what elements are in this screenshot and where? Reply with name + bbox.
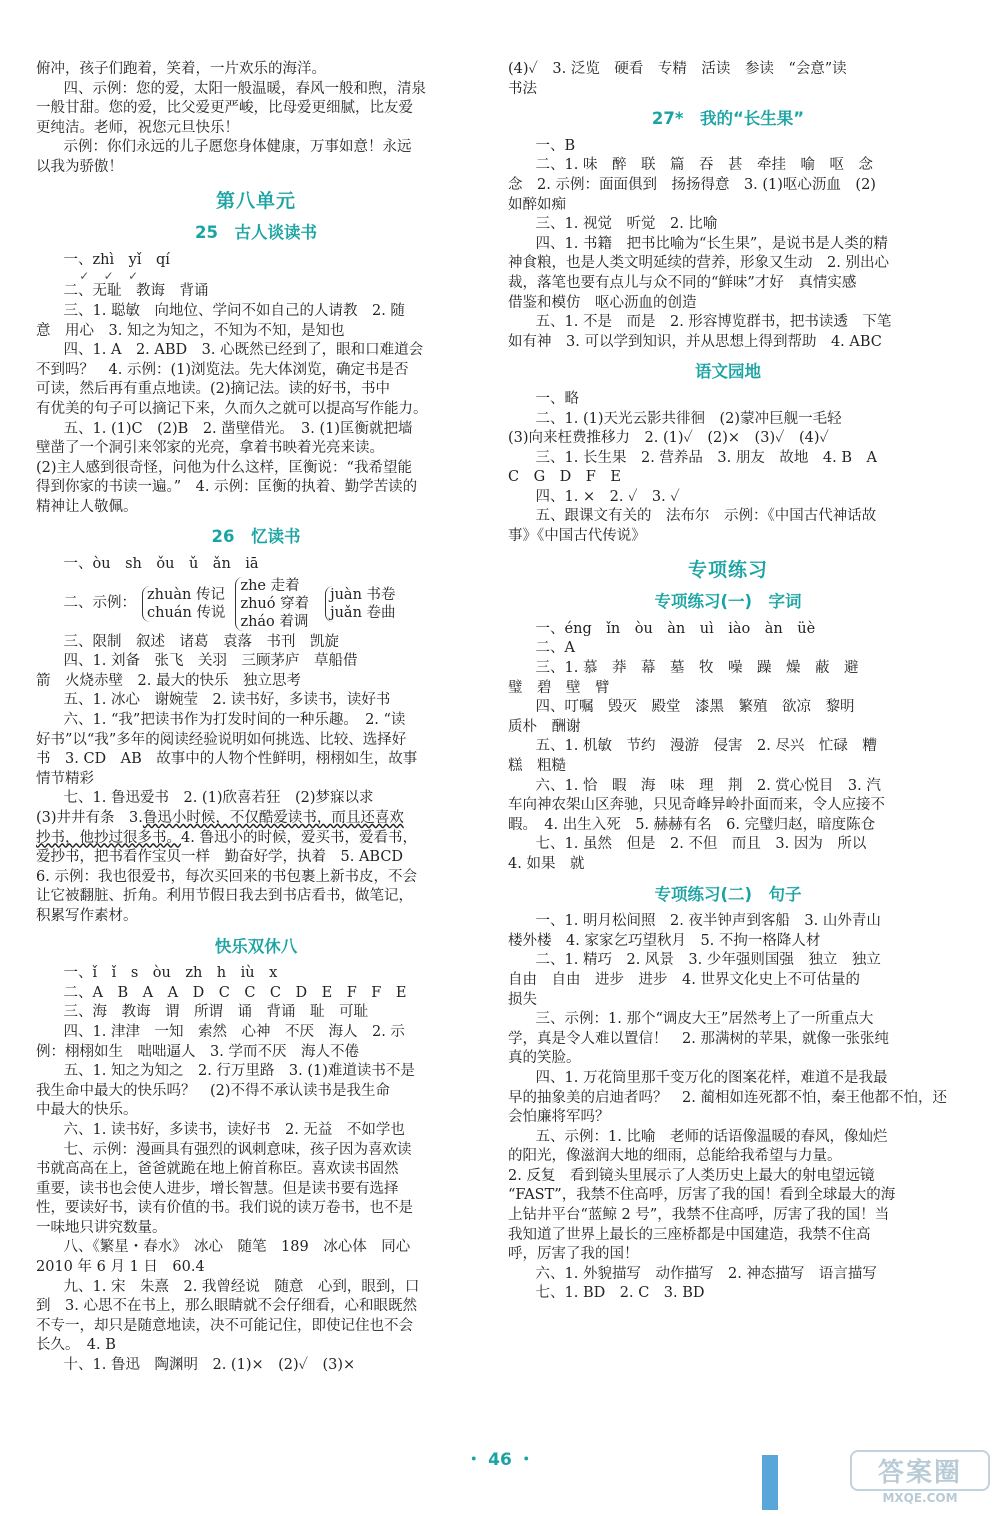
text-line: C G D F E (508, 469, 621, 486)
text-line: 性，要读好书，读有价值的书。我们说的读万卷书，也不是 (36, 1200, 413, 1217)
text-line: 上钻井平台“蓝鲸 2 号”，我禁不住高呼，厉害了我的国！当 (508, 1207, 890, 1224)
text-line: 学，真是令人难以置信！ 2. 那满树的苹果，就像一张张纯 (508, 1030, 889, 1047)
text-line: 五、1. 冰心 谢婉莹 2. 读书好，多读书，读好书 (63, 692, 391, 709)
text-line: 五、跟课文有关的 法布尔 示例：《中国古代神话故 (535, 508, 877, 525)
text-line: 如有神 3. 可以学到知识，并从思想上得到帮助 4. ABC (508, 333, 882, 350)
text-line: 一、1. 明月松间照 2. 夜半钟声到客船 3. 山外青山 (535, 913, 881, 930)
lesson-heading: 25 古人谈读书 (195, 223, 317, 243)
underlined-answer: 鲁迅小时候，不仅酷爱读书，而且还喜欢 (142, 810, 404, 826)
text-line: 中最大的快乐。 (36, 1102, 138, 1119)
text-line: 6. 示例：我也很爱书，每次买回来的书包裹上新书皮，不会 (36, 868, 417, 885)
text-line (36, 829, 476, 849)
text-line: 不专一，却只是随意地读，决不可能记住，即使记住也不会 (36, 1317, 413, 1334)
text-line: (2)主人感到很奇怪，问他为什么这样，匡衡说：“我希望能 (36, 459, 412, 476)
text-line: 书就高高在上，爸爸就跪在地上俯首称臣。喜欢读书固然 (36, 1161, 399, 1178)
pinyin-word: zhuó 穿着 (240, 595, 310, 612)
text-line: 四、叮嘱 毁灭 殿堂 漆黑 繁殖 欲凉 黎明 (535, 699, 855, 716)
text-span: (3)井井有条 3. (36, 810, 143, 826)
text-line: 借鉴和模仿 呕心沥血的创造 (508, 294, 697, 311)
text-line: 糕 粗糙 (508, 758, 566, 774)
text-line: 三、限制 叙述 诸葛 袁落 书刊 凯旋 (63, 633, 340, 650)
pinyin-word: zháo 着调 (240, 613, 309, 630)
text-line: 三、1. 慕 莽 幕 墓 牧 噪 躁 燥 蔽 避 (535, 660, 859, 677)
pinyin-word: juàn 书卷 (330, 586, 396, 603)
text-line: 不到吗？ 4. 示例：(1)浏览法。先大体浏览，确定书是否 (36, 361, 409, 378)
text-line: 重要，读书也会使人进步，增长智慧。但是读书要有选择 (36, 1180, 399, 1197)
pinyin-word: zhe 走着 (240, 577, 300, 594)
page-edge-tab (762, 1455, 778, 1510)
text-line: 的阳光，像滋润大地的细雨，总能给我希望与力量。 (508, 1148, 842, 1165)
brace-group (235, 577, 309, 631)
text-line: 念 2. 示例：面面俱到 扬扬得意 3. (1)呕心沥血 (2) (508, 176, 876, 193)
text-span: 4. 鲁迅小的时候，爱买书，爱看书， (181, 829, 417, 846)
text-line: 四、1. 万花筒里那千变万化的图案花样，难道不是我最 (535, 1069, 888, 1086)
text-line: 一、ǐ ǐ s òu zh h iù x (63, 965, 278, 982)
text-line: 楼外楼 4. 家家乞巧望秋月 5. 不拘一格降人材 (508, 932, 821, 949)
check-marks: ✓✓✓ (79, 269, 153, 284)
text-line: 长久。 4. B (36, 1337, 116, 1354)
text-line: 自由 自由 进步 进步 4. 世界文化史上不可估量的 (508, 971, 860, 988)
text-line: 会怕廉将军吗？ (508, 1109, 610, 1126)
text-line: 一、略 (535, 390, 580, 407)
text-line: 六、1. “我”把读书作为打发时间的一种乐趣。 2. “读 (63, 712, 406, 729)
text-line: 2. 反复 看到镜头里展示了人类历史上最大的射电望远镜 (508, 1167, 875, 1184)
text-line: 十、1. 鲁迅 陶渊明 2. (1)× (2)✓ (3)× (63, 1357, 356, 1374)
text-line: 质朴 酬谢 (508, 718, 581, 735)
watermark-logo (850, 1450, 990, 1510)
text-line: 八、《繁星・春水》 冰心 随笔 189 冰心体 同心 (63, 1239, 411, 1256)
section-heading: 语文园地 (695, 362, 761, 382)
text-line: 二、A B A A D C C C D E F F E (63, 984, 407, 1001)
watermark-text: 答案圈 (850, 1450, 990, 1491)
text-line: 七、1. 虽然 但是 2. 不但 而且 3. 因为 所以 (535, 836, 867, 853)
text-line: 七、1. 鲁迅爱书 2. (1)欣喜若狂 (2)梦寐以求 (63, 790, 374, 807)
text-line: 二、1. 味 醉 联 篇 吞 甚 牵挂 喻 呕 念 (535, 157, 873, 174)
text-line: 壁凿了一个洞引来邻家的光亮，拿着书映着光亮来读。 (36, 440, 384, 457)
text-line: 精神让人敬佩。 (36, 498, 138, 515)
text-line: 三、1. 长生果 2. 营养品 3. 朋友 故地 4. B A (535, 449, 877, 466)
text-line: 俯冲，孩子们跑着，笑着，一片欢乐的海洋。 (36, 61, 326, 77)
text-line: 例：栩栩如生 咄咄逼人 3. 学而不厌 海人不倦 (36, 1043, 359, 1060)
section-heading: 专项练习(二) 句子 (654, 884, 802, 904)
section-heading: 快乐双休八 (214, 936, 298, 956)
watermark-url: MXQE.COM (882, 1491, 958, 1505)
pinyin-word: chuán 传说 (147, 604, 226, 621)
text-line: 情节精彩 (36, 770, 94, 787)
text-line: 早的抽象美的启迪者吗？ 2. 蔺相如连死都不怕，秦王他都不怕，还 (508, 1089, 947, 1106)
text-line: 真的笑脸。 (508, 1050, 581, 1067)
text-line: 我知道了世界上最长的三座桥都是中国建造，我禁不住高 (508, 1226, 871, 1243)
text-line: 五、1. 机敏 节约 漫游 侵害 2. 尽兴 忙碌 糟 (535, 738, 877, 755)
text-line: 九、1. 宋 朱熹 2. 我曾经说 随意 心到，眼到，口 (63, 1278, 420, 1295)
text-line: 一、zhì yǐ qí (63, 251, 170, 268)
text-line: 三、示例：1. 那个“调皮大王”居然考上了一所重点大 (535, 1011, 874, 1028)
text-line: 五、1. 不是 而是 2. 形容博览群书，把书读透 下笔 (535, 314, 892, 331)
text-line: 三、1. 视觉 听觉 2. 比喻 (535, 216, 718, 233)
text-line: 二、1. (1)天光云影共徘徊 (2)蒙冲巨舰一毛轻 (535, 410, 842, 427)
unit-heading: 第八单元 (215, 189, 296, 212)
pinyin-word: juǎn 卷曲 (330, 604, 396, 621)
text-line: 五、示例：1. 比喻 老师的话语像温暖的春风，像灿烂 (535, 1128, 888, 1145)
text-line: 一味地只讲究数量。 (36, 1219, 167, 1236)
text-line: 到 3. 心思不在书上，那么眼睛就不会仔细看，心和眼既然 (36, 1298, 417, 1315)
lesson-heading: 27* 我的“长生果” (651, 109, 805, 129)
text-line: 爱抄书，把书看作宝贝一样 勤奋好学，执着 5. ABCD (36, 849, 404, 866)
text-line: 示例：你们永远的儿子愿您身体健康，万事如意！永远 (63, 139, 412, 156)
text-line: 璧 碧 壁 臂 (508, 679, 610, 696)
text-line: 二、示例： (63, 594, 137, 611)
text-line: 裁，落笔也要有点儿与众不同的“鲜味”才好 真情实感 (508, 274, 857, 291)
section-heading: 专项练习(一) 字词 (654, 592, 802, 612)
text-line: 让它被翻脏、折角。利用节假日我去到书店看书，做笔记， (36, 888, 413, 905)
text-line: 四、1. A 2. ABD 3. 心既然已经到了，眼和口难道会 (63, 342, 424, 359)
text-line: 事》《中国古代传说》 (508, 528, 646, 545)
text-line: 好书”以“我”多年的阅读经验说明如何挑选、比较、选择好 (36, 731, 407, 748)
text-line: 七、示例：漫画具有强烈的讽刺意味，孩子因为喜欢读 (63, 1141, 412, 1158)
underlined-answer: 抄书，他抄过很多书。 (36, 829, 181, 846)
text-line: 二、A (535, 640, 576, 657)
text-line: 得到你家的书读一遍。” 4. 示例：匡衡的执着、勤学苦读的 (36, 479, 418, 496)
page-number: ・ 46 ・ (465, 1450, 535, 1470)
text-line: 四、1. 津津 一知 索然 心神 不厌 海人 2. 示 (63, 1023, 405, 1040)
text-line: 六、1. 读书好，多读书，读好书 2. 无益 不如学也 (63, 1121, 405, 1138)
text-line: 车向神农架山区奔驰，只见奇峰异岭扑面而来，令人应接不 (508, 797, 885, 814)
text-line: 二、无耻 教诲 背诵 (63, 283, 209, 300)
text-line: 积累写作素材。 (36, 907, 138, 924)
text-line: 六、1. 外貌描写 动作描写 2. 神态描写 语言描写 (535, 1265, 877, 1282)
text-line: 一、òu sh ǒu ǔ ǎn iā (63, 556, 259, 573)
text-line: 一、éng ǐn òu àn uì iào àn üè (535, 620, 816, 637)
text-line: 一般甘甜。您的爱，比父爱更严峻，比母爱更细腻，比友爱 (36, 100, 413, 117)
text-line: 书法 (508, 80, 537, 97)
text-line: 七、1. BD 2. C 3. BD (535, 1285, 705, 1302)
text-line: 二、1. 精巧 2. 风景 3. 少年强则国强 独立 独立 (535, 952, 881, 969)
text-line: 箭 火烧赤壁 2. 最大的快乐 独立思考 (36, 672, 301, 689)
text-line: 呼，厉害了我的国！ (508, 1246, 639, 1263)
brace-group (142, 586, 225, 622)
text-line: 四、1. × 2. ✓ 3. ✓ (535, 488, 680, 505)
text-line: (4)✓ 3. 泛览 硬看 专精 活读 参读 “会意”读 (508, 61, 847, 77)
text-line: 四、1. 刘备 张飞 关羽 三顾茅庐 草船借 (63, 653, 358, 670)
right-column (508, 60, 948, 1304)
text-line: 六、1. 恰 暇 海 味 理 荆 2. 赏心悦目 3. 汽 (535, 777, 881, 794)
brace-group (325, 586, 395, 622)
unit-heading: 专项练习 (687, 558, 768, 581)
text-line: (3)向来枉费推移力 2. (1)✓ (2)× (3)✓ (4)✓ (508, 430, 829, 447)
text-line: 如醉如痴 (508, 196, 566, 213)
text-line: 三、海 教诲 谓 所谓 诵 背诵 耻 可耻 (63, 1004, 369, 1021)
lesson-heading: 26 忆读书 (211, 527, 301, 547)
text-line: 更纯洁。老师，祝您元旦快乐！ (36, 119, 239, 136)
text-line: 4. 如果 就 (508, 855, 585, 872)
text-line: 五、1. 知之为知之 2. 行万里路 3. (1)难道读书不是 (63, 1063, 415, 1080)
left-column (36, 60, 476, 1376)
text-line: 2010 年 6 月 1 日 60.4 (36, 1259, 205, 1276)
text-line: 我生命中最大的快乐吗？ (2)不得不承认读书是我生命 (36, 1082, 391, 1099)
text-line: 四、示例：您的爱，太阳一般温暖，春风一般和煦，清泉 (63, 80, 427, 97)
text-line: 一、B (535, 137, 576, 154)
text-line: 损失 (508, 991, 537, 1008)
text-line: “FAST”，我禁不住高呼，厉害了我的国！看到全球最大的海 (508, 1187, 896, 1204)
text-line: 五、1. (1)C (2)B 2. 凿壁借光。 3. (1)匡衡就把墙 (63, 420, 413, 437)
text-line: 四、1. 书籍 把书比喻为“长生果”，是说书是人类的精 (535, 235, 888, 252)
text-line: 以我为骄傲！ (36, 158, 123, 175)
text-line: 有优美的句子可以摘记下来，久而久之就可以提高写作能力。 (36, 400, 428, 417)
text-line: 书 3. CD AB 故事中的人物个性鲜明，栩栩如生，故事 (36, 751, 418, 768)
text-line: 三、1. 聪敏 向地位、学问不如自己的人请教 2. 随 (63, 302, 405, 319)
pinyin-word: zhuàn 传记 (147, 586, 225, 603)
pinyin-group-line (36, 575, 476, 633)
text-line: 暇。 4. 出生入死 5. 赫赫有名 6. 完璧归赵，暗度陈仓 (508, 816, 876, 833)
text-line (36, 809, 476, 829)
text-line: 神食粮，也是人类文明延续的营养，形象又生动 2. 别出心 (508, 255, 889, 272)
text-line: 意 用心 3. 知之为知之，不知为不知，是知也 (36, 322, 345, 339)
text-line: 可读，然后再有重点地读。(2)摘记法。读的好书，书中 (36, 381, 391, 398)
